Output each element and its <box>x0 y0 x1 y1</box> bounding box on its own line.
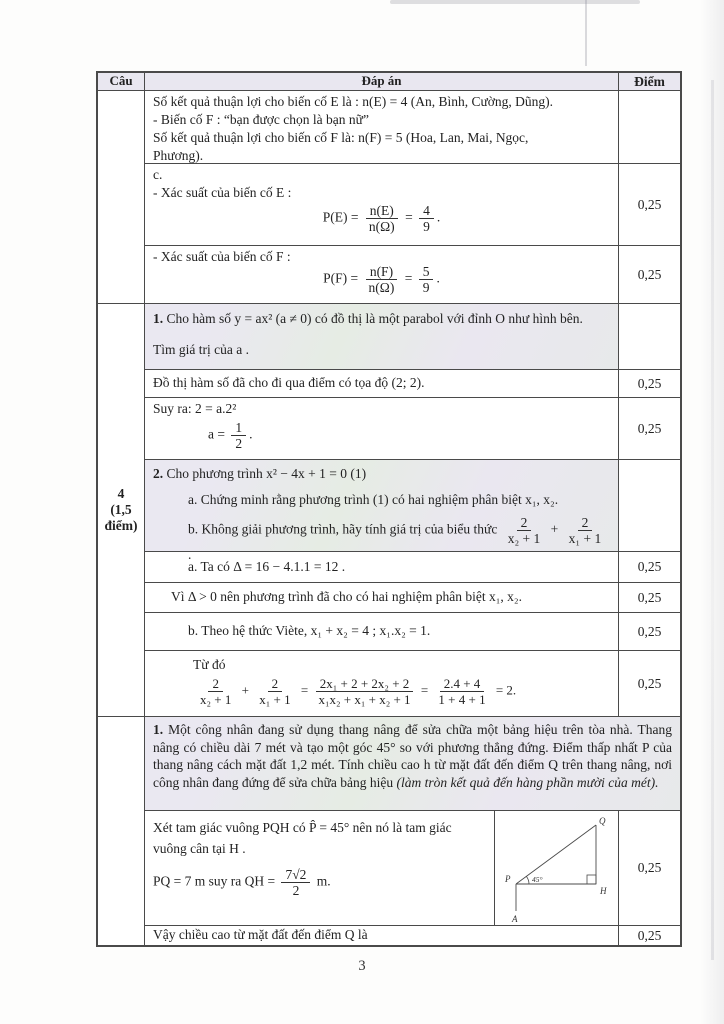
question5-number-cell <box>98 717 145 945</box>
formula-lhs: P(E) = <box>322 209 359 225</box>
points-cell: 0,25 <box>618 552 680 582</box>
fraction-numerator: 2 <box>208 676 223 692</box>
equals-sign: = <box>300 682 309 698</box>
question4-number-cell <box>98 304 145 716</box>
formula-probE <box>153 203 610 234</box>
formula-qh <box>153 867 486 898</box>
text-line: - Biến cố F : “bạn được chọn là bạn nữ” <box>153 112 369 127</box>
points-cell: 0,25 <box>618 398 680 459</box>
scan-fold-line <box>585 0 587 66</box>
answer-cell <box>145 246 618 303</box>
points-cell <box>618 460 680 551</box>
row-q4-2b-viete <box>145 612 680 650</box>
fraction <box>419 203 434 234</box>
row-q4-2a-delta <box>145 551 680 582</box>
section-question4-body <box>145 304 680 716</box>
statement-text: Cho phương trình x² − 4x + 1 = 0 (1) <box>163 466 367 481</box>
points-cell <box>618 91 680 163</box>
text-line <box>153 465 610 483</box>
fraction <box>365 264 399 295</box>
column-header-diem: Điểm <box>618 73 680 90</box>
statement-text: Một công nhân đang sử dụng thang nâng để sửa chữa một bảng hiệu trên tòa nhà. Thang nâng có chiều dài 7 mét và tạo một góc 45° so với phương thẳng đứng. Điểm thấp nhất P của thang nâng cách mặt đất 1,2 mét. Tính chiều cao h từ mặt đất đến điểm Q trên thang nâng, nơi công nhân đang đứng để sửa chữa bảng hiệu <box>153 722 672 790</box>
vertex-label-Q: Q <box>598 816 605 826</box>
fraction <box>565 515 606 546</box>
answer-key-table <box>96 71 682 947</box>
points-cell <box>618 304 680 369</box>
row-q3c-probE <box>145 163 680 245</box>
statement-cell <box>145 460 618 562</box>
answer-cell: Vì Δ > 0 nên phương trình đã cho có hai nghiệm phân biệt x₁, x₂. <box>171 589 522 604</box>
text-line: Suy ra: 2 = a.2² <box>153 401 237 416</box>
text-line: Tìm giá trị của a . <box>153 342 249 357</box>
row-q4-2a-conclusion <box>145 582 680 612</box>
points-cell: 0,25 <box>618 246 680 303</box>
points-cell: 0,25 <box>618 811 680 925</box>
answer-cell: a. Ta có Δ = 16 − 4.1.1 = 12 . <box>188 559 346 574</box>
section-question4 <box>98 303 680 716</box>
fraction <box>419 264 434 295</box>
question-number: 4 <box>117 486 125 501</box>
equals-sign: = <box>405 209 413 225</box>
points-cell: 0,25 <box>618 583 680 612</box>
points-cell: 0,25 <box>618 651 680 716</box>
points-cell: 0,25 <box>618 164 680 245</box>
formula-unit: m. <box>316 873 331 889</box>
answer-cell <box>145 398 618 459</box>
plus-sign: + <box>241 682 249 698</box>
answer-cell: b. Theo hệ thức Viète, x₁ + x₂ = 4 ; x₁.x₂ = 1. <box>188 623 431 638</box>
fraction <box>255 676 294 707</box>
statement-text: b. Không giải phương trình, hãy tính giá trị của biểu thức <box>188 521 498 537</box>
formula-end: . <box>249 426 253 442</box>
formula-probF <box>153 264 610 295</box>
fraction <box>434 676 489 707</box>
text-line: Xét tam giác vuông PQH có P̂ = 45° nên nó là tam giác vuông cân tại H . <box>153 820 452 856</box>
formula-lhs: PQ = 7 m suy ra QH = <box>153 873 276 889</box>
statement-text: Cho hàm số y = ax² (a ≠ 0) có đồ thị là một parabol với đỉnh O như hình bên. <box>163 311 583 326</box>
fraction-denominator: 9 <box>422 280 430 295</box>
points-cell: 0,25 <box>618 370 680 397</box>
formula-lhs: P(F) = <box>323 270 359 286</box>
row-q4-2-statement <box>145 459 680 562</box>
statement-cell <box>145 717 680 810</box>
item-number: 1. <box>153 722 164 737</box>
row-q3-counts <box>145 91 680 163</box>
text-line: Số kết quả thuận lợi cho biến cố E là : n(E) = 4 (An, Bình, Cường, Dũng). <box>153 94 554 109</box>
row-q4-1-step2 <box>145 397 680 459</box>
answer-cell <box>145 651 618 716</box>
fraction-denominator: 2 <box>235 436 243 451</box>
vertex-label-H: H <box>599 886 606 896</box>
text-line: Số kết quả thuận lợi cho biến cố F là: n(F) = 5 (Hoa, Lan, Mai, Ngọc, <box>153 130 529 145</box>
fraction <box>196 676 235 707</box>
fraction-denominator: n(Ω) <box>368 280 395 295</box>
item-number: 2. <box>153 466 164 481</box>
row-q5-statement <box>145 717 680 810</box>
fraction-numerator: 7√2 <box>281 867 310 883</box>
equals-sign: = <box>404 270 413 286</box>
vertex-label-P: P <box>504 874 510 884</box>
text-line: c. <box>153 167 163 182</box>
question3-number-cell <box>98 91 145 303</box>
points-cell: 0,25 <box>618 926 680 945</box>
fraction-denominator: 1 + 4 + 1 <box>438 692 486 707</box>
fraction-numerator: 2x₁ + 2 + 2x₂ + 2 <box>316 676 414 692</box>
item-number: 1. <box>153 311 164 326</box>
column-header-dapan: Đáp án <box>361 73 402 88</box>
formula-sum <box>193 676 610 707</box>
formula-a-value <box>208 420 610 451</box>
angle-label: 45° <box>531 875 542 884</box>
scan-smudge <box>390 0 640 4</box>
row-q4-2b-computation <box>145 650 680 716</box>
formula-end: . <box>436 270 440 286</box>
section-question5-body <box>145 717 680 945</box>
column-header-cau: Câu <box>98 73 145 90</box>
formula-end: . <box>188 547 192 562</box>
fraction <box>314 676 414 707</box>
fraction-numerator: 2 <box>517 515 532 531</box>
question-points-line1: (1,5 <box>110 502 132 517</box>
row-q3c-probF <box>145 245 680 303</box>
section-question3 <box>98 91 680 303</box>
formula-result: = 2. <box>495 682 517 698</box>
answer-cell <box>145 91 618 163</box>
formula-lhs: a = <box>208 426 225 442</box>
fraction-denominator: x₂ + 1 <box>507 531 541 546</box>
answer-cell: Đồ thị hàm số đã cho đi qua điểm có tọa độ (2; 2). <box>153 375 425 390</box>
fraction-numerator: 2 <box>268 676 283 692</box>
fraction-numerator: n(E) <box>366 203 398 219</box>
answer-cell <box>145 164 618 245</box>
statement-italic-note: (làm tròn kết quả đến hàng phần mười của mét). <box>396 774 659 790</box>
fraction <box>365 203 399 234</box>
text-line: - Xác suất của biến cố F : <box>153 249 291 264</box>
fraction-denominator: 9 <box>423 219 430 234</box>
points-cell: 0,25 <box>618 613 680 650</box>
fraction-denominator: x₁ + 1 <box>259 692 291 707</box>
fraction-denominator: x₁x₂ + x₁ + x₂ + 1 <box>318 692 411 707</box>
text-line: Từ đó <box>193 657 226 672</box>
fraction <box>231 420 246 451</box>
page-number: 3 <box>358 958 366 974</box>
row-q4-1-statement <box>145 304 680 369</box>
fraction <box>281 867 310 898</box>
fraction-numerator: 4 <box>419 203 434 219</box>
right-angle-mark <box>587 875 596 884</box>
row-q5-solution <box>145 810 680 925</box>
fraction-numerator: 5 <box>419 264 434 280</box>
answer-cell: Vậy chiều cao từ mặt đất đến điểm Q là <box>153 927 368 942</box>
row-q4-1-step1 <box>145 369 680 397</box>
fraction-denominator: x₁ + 1 <box>568 531 602 546</box>
fraction-numerator: 1 <box>231 420 246 436</box>
fraction-numerator: n(F) <box>366 264 397 280</box>
scan-edge-streak <box>711 80 714 960</box>
question-points-line2: điểm) <box>104 518 138 533</box>
text-line <box>153 310 610 328</box>
fraction-denominator: x₂ + 1 <box>200 692 232 707</box>
equals-sign: = <box>420 682 429 698</box>
fraction-numerator: 2.4 + 4 <box>440 676 485 692</box>
vertex-label-A: A <box>511 914 517 924</box>
fraction-numerator: 2 <box>578 515 593 531</box>
answer-cell <box>145 811 494 925</box>
triangle-figure-cell <box>494 811 618 925</box>
text-line: Phương). <box>153 148 204 163</box>
section-question5 <box>98 716 680 945</box>
fraction-denominator: 2 <box>292 883 300 898</box>
fraction-denominator: n(Ω) <box>368 219 395 234</box>
right-triangle-figure <box>496 812 618 924</box>
statement-cell <box>145 304 618 369</box>
row-q5-conclusion <box>145 925 680 945</box>
fraction <box>504 515 545 546</box>
section-question3-body <box>145 91 680 303</box>
angle-arc <box>526 876 529 884</box>
text-line: a. Chứng minh rằng phương trình (1) có hai nghiệm phân biệt x₁, x₂. <box>188 492 559 507</box>
table-header-row <box>98 73 680 91</box>
text-line: - Xác suất của biến cố E : <box>153 185 292 200</box>
plus-sign: + <box>550 521 559 537</box>
formula-end: . <box>436 209 441 225</box>
